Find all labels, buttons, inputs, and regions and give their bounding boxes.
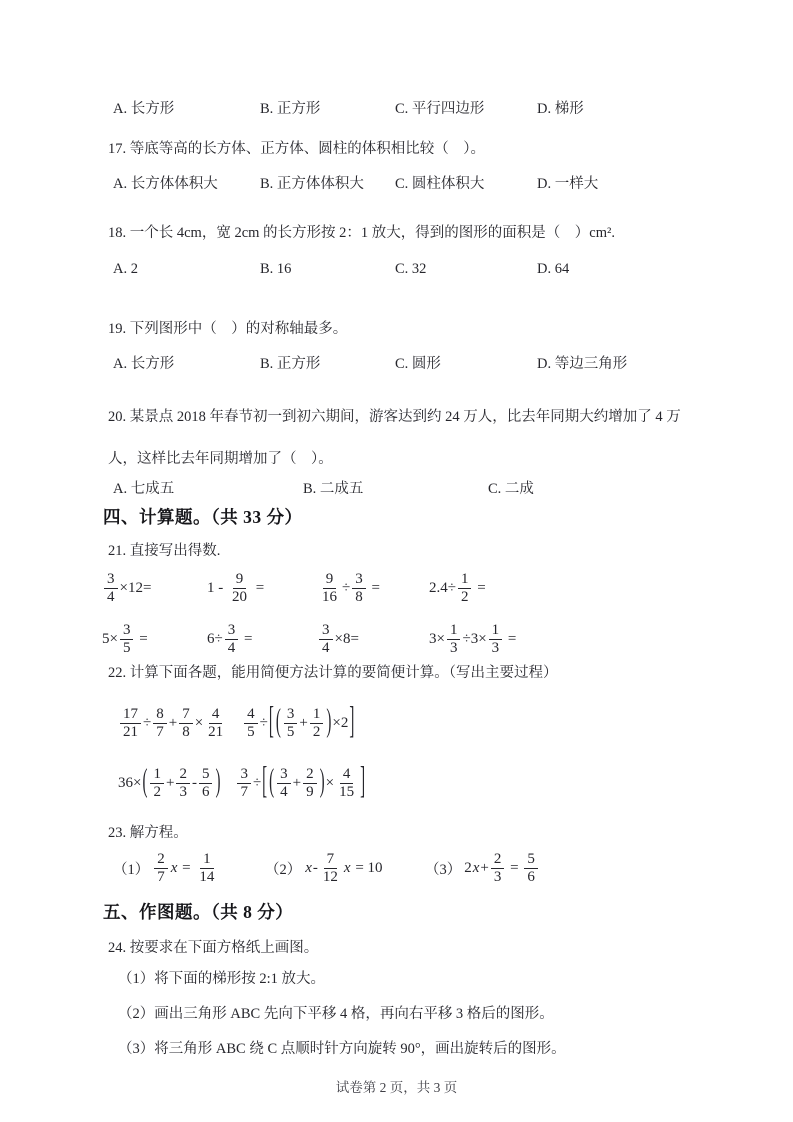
- q19-option-b: B. 正方形: [260, 356, 321, 372]
- q23-equation-3-label: （3）: [425, 861, 462, 878]
- q24-part-1: （1）将下面的梯形按 2:1 放大。: [118, 971, 326, 987]
- q23-equations: [113, 844, 703, 892]
- q21-expr-6: 6÷ $\frac{3}{4}$ =: [207, 621, 253, 656]
- q20-options: [113, 478, 703, 500]
- q21-expr-4: 2.4÷ $\frac{1}{2}$ =: [429, 570, 486, 605]
- q20-option-b: B. 二成五: [303, 481, 364, 497]
- q24-part-3: （3）将三角形 ABC 绕 C 点顺时针方向旋转 90°，画出旋转后的图形。: [118, 1041, 566, 1057]
- q18-option-a: A. 2: [113, 261, 138, 277]
- q19-stem: 19. 下列图形中（ ）的对称轴最多。: [108, 321, 348, 337]
- q20-stem-line1: 20. 某景点 2018 年春节初一到初六期间，游客达到约 24 万人，比去年同期大约增加了 4 万: [108, 409, 681, 425]
- q17-options: [113, 173, 703, 195]
- q21-row1: [102, 565, 703, 611]
- q23-equation-2: [265, 850, 425, 887]
- section-5-title: 五、作图题。（共 8 分）: [103, 902, 294, 922]
- q23-equation-2-expr: x - $\frac{7}{12}$ x = 10: [305, 850, 383, 885]
- q21-expr-8: 3× $\frac{1}{3}$ ÷3× $\frac{1}{3}$ =: [429, 621, 517, 656]
- q22-expr-2: $\frac{4}{5}$ ÷ [ ( $\frac{3}{5}$ + $\frac{1}{2}$ ) ×2 ]: [242, 705, 355, 742]
- q23-equation-1-label: （1）: [113, 861, 150, 878]
- q23-equation-3-expr: 2 x + $\frac{2}{3}$ = $\frac{5}{6}$: [464, 850, 540, 887]
- q18-options: [113, 258, 703, 280]
- q23-equation-1: [113, 850, 265, 887]
- q16-option-a: A. 长方形: [113, 101, 175, 117]
- q16-option-d: D. 梯形: [537, 101, 584, 117]
- q19-option-d: D. 等边三角形: [537, 356, 628, 372]
- q17-option-c: C. 圆柱体积大: [395, 176, 485, 192]
- q17-stem: 17. 等底等高的长方体、正方体、圆柱的体积相比较（ ）。: [108, 141, 485, 157]
- q17-option-b: B. 正方体体积大: [260, 176, 364, 192]
- q24-stem: 24. 按要求在下面方格纸上画图。: [108, 940, 319, 956]
- q20-option-c: C. 二成: [488, 481, 534, 497]
- section-4-title: 四、计算题。（共 33 分）: [103, 507, 303, 527]
- q22-expr-4: $\frac{3}{7}$ ÷ [ ( $\frac{3}{4}$ + $\frac{2}{9}$ ) × $\frac{4}{15}$ ]: [235, 765, 366, 802]
- q17-option-a: A. 长方体体积大: [113, 176, 218, 192]
- page-footer: 试卷第 2 页，共 3 页: [335, 1080, 458, 1095]
- q18-option-b: B. 16: [260, 261, 292, 277]
- q24-part-2: （2）画出三角形 ABC 先向下平移 4 格，再向右平移 3 格后的图形。: [118, 1006, 554, 1022]
- q18-stem: 18. 一个长 4cm，宽 2cm 的长方形按 2：1 放大，得到的图形的面积是（ ）cm².: [108, 225, 615, 241]
- q21-expr-3: $\frac{9}{16}$ ÷ $\frac{3}{8}$ =: [322, 570, 380, 605]
- q18-option-d: D. 64: [537, 261, 570, 277]
- q19-options: [113, 353, 703, 375]
- q16-option-c: C. 平行四边形: [395, 101, 485, 117]
- q23-equation-1-expr: $\frac{2}{7}$ x = $\frac{1}{14}$: [152, 850, 219, 887]
- q23-equation-2-label: （2）: [265, 861, 302, 878]
- q21-row2: [102, 616, 703, 662]
- q22-row1: [118, 695, 703, 751]
- q20-option-a: A. 七成五: [113, 481, 175, 497]
- q23-stem: 23. 解方程。: [108, 825, 188, 841]
- q22-stem: 22. 计算下面各题，能用简便方法计算的要简便计算。（写出主要过程）: [108, 665, 558, 681]
- q16-option-b: B. 正方形: [260, 101, 321, 117]
- q17-option-d: D. 一样大: [537, 176, 599, 192]
- q21-expr-5: 5× $\frac{3}{5}$ =: [102, 621, 148, 656]
- q21-stem: 21. 直接写出得数.: [108, 543, 221, 559]
- q20-stem-line2: 人，这样比去年同期增加了（ ）。: [108, 451, 333, 467]
- q22-expr-3: 36× ( $\frac{1}{2}$ + $\frac{2}{3}$ - $\frac{5}{6}$ ): [118, 764, 221, 800]
- q21-expr-2: 1 - $\frac{9}{20}$ =: [207, 570, 265, 605]
- q18-option-c: C. 32: [395, 261, 427, 277]
- q22-expr-1: $\frac{17}{21}$ ÷ $\frac{8}{7}$ + $\frac{7}{8}$ × $\frac{4}{21}$: [118, 705, 228, 742]
- q21-expr-7: $\frac{3}{4}$ ×8=: [317, 621, 429, 658]
- q22-row2: [118, 755, 703, 811]
- q23-equation-3: [425, 850, 703, 887]
- q19-option-c: C. 圆形: [395, 356, 441, 372]
- q21-expr-1: $\frac{3}{4}$ ×12=: [102, 570, 207, 607]
- q16-options: [113, 98, 703, 120]
- q19-option-a: A. 长方形: [113, 356, 175, 372]
